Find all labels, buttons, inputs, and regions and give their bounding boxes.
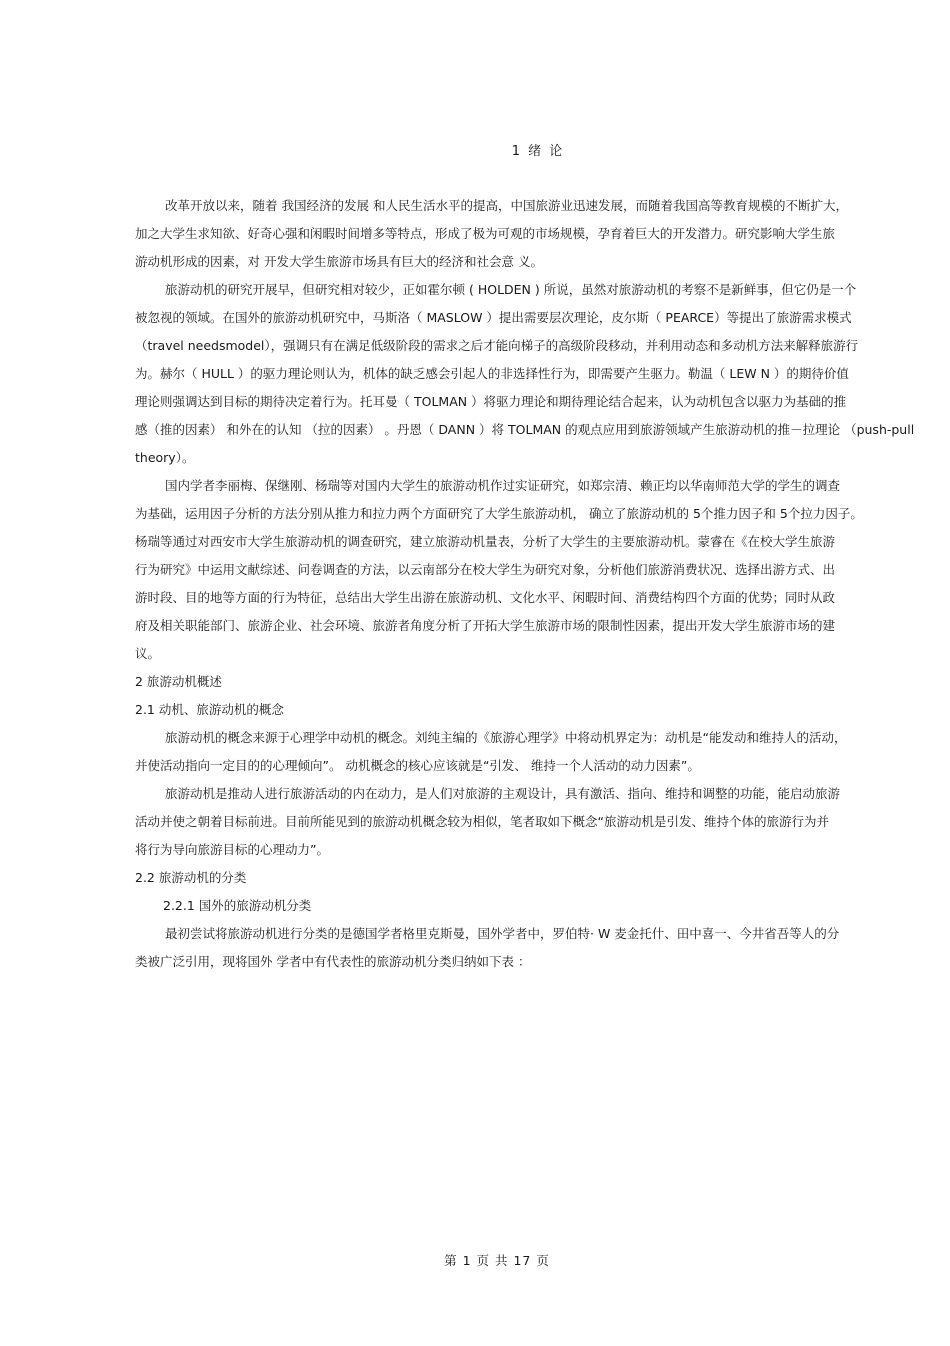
- text-line: 为。赫尔（ HULL ）的驱力理论则认为，机体的缺乏感会引起人的非选择性行为，即需要产生驱力。勒温（ LEW N ）的期待价值: [135, 366, 849, 381]
- text-line: 国内学者李丽梅、保继刚、杨瑞等对国内大学生的旅游动机作过实证研究，如郑宗清、赖正均以华南师范大学的学生的调查: [165, 478, 841, 493]
- text-line: 游时段、目的地等方面的行为特征，总结出大学生出游在旅游动机、文化水平、闲暇时间、消费结构四个方面的优势；同时从政: [135, 590, 836, 605]
- text-line: 2 旅游动机概述: [135, 674, 222, 689]
- page-footer: 第 1 页 共 17 页: [444, 1253, 550, 1268]
- text-line: theory）。: [135, 450, 195, 465]
- text-line: 并使活动指向一定目的的心理倾向”。 动机概念的核心应该就是“引发、 维持一个人活动的动力因素”。: [135, 758, 700, 773]
- text-line: 旅游动机的概念来源于心理学中动机的概念。刘纯主编的《旅游心理学》中将动机界定为：动机是“能发动和维持人的活动，: [165, 730, 847, 745]
- text-line: 游动机形成的因素，对 开发大学生旅游市场具有巨大的经济和社会意 义。: [135, 254, 543, 269]
- text-line: 改革开放以来，随着 我国经济的发展 和人民生活水平的提高，中国旅游业迅速发展，而随着我国高等教育规模的不断扩大，: [165, 198, 848, 213]
- text-line: 2.1 动机、旅游动机的概念: [135, 702, 284, 717]
- text-line: 将行为导向旅游目标的心理动力”。: [135, 842, 329, 857]
- text-line: 感（推的因素） 和外在的认知 （拉的因素） 。丹恩（ DANN ）将 TOLMAN 的观点应用到旅游领域产生旅游动机的推－拉理论 （push-pull: [135, 422, 915, 437]
- text-line: 行为研究》中运用文献综述、问卷调查的方法，以云南部分在校大学生为研究对象，分析他们旅游消费状况、选择出游方式、出: [135, 562, 836, 577]
- chapter-title: 1 绪 论: [511, 144, 565, 159]
- text-line: 议。: [135, 646, 161, 661]
- text-line: 2.2.1 国外的旅游动机分类: [163, 898, 312, 913]
- body-text: [135, 192, 925, 976]
- text-line: 为基础，运用因子分析的方法分别从推力和拉力两个方面研究了大学生旅游动机， 确立了旅游动机的 5个推力因子和 5个拉力因子。: [135, 506, 863, 521]
- text-line: 杨瑞等通过对西安市大学生旅游动机的调查研究，建立旅游动机量表，分析了大学生的主要旅游动机。蒙睿在《在校大学生旅游: [135, 534, 836, 549]
- text-line: 府及相关职能部门、旅游企业、社会环境、旅游者角度分析了开拓大学生旅游市场的限制性因素，提出开发大学生旅游市场的建: [135, 618, 836, 633]
- text-line: （travel needsmodel），强调只有在满足低级阶段的需求之后才能向梯子的高级阶段移动，并利用动态和多动机方法来解释旅游行: [135, 338, 859, 353]
- text-line: 加之大学生求知欲、好奇心强和闲暇时间增多等特点，形成了极为可观的市场规模，孕育着巨大的开发潜力。研究影响大学生旅: [135, 226, 836, 241]
- text-line: 最初尝试将旅游动机进行分类的是德国学者格里克斯曼，国外学者中，罗伯特· W 麦金托什、田中喜一、今井省吾等人的分: [165, 926, 840, 941]
- text-line: 活动并使之朝着目标前进。目前所能见到的旅游动机概念较为相似，笔者取如下概念“旅游动机是引发、维持个体的旅游行为并: [135, 814, 829, 829]
- text-line: 2.2 旅游动机的分类: [135, 870, 247, 885]
- text-line: 旅游动机是推动人进行旅游活动的内在动力，是人们对旅游的主观设计，具有激活、指向、维持和调整的功能，能启动旅游: [165, 786, 841, 801]
- text-line: 理论则强调达到目标的期待决定着行为。托耳曼（ TOLMAN ）将驱力理论和期待理论结合起来，认为动机包含以驱力为基础的推: [135, 394, 847, 409]
- text-line: 被忽视的领域。在国外的旅游动机研究中，马斯洛（ MASLOW ）提出需要层次理论，皮尔斯（ PEARCE）等提出了旅游需求模式: [135, 310, 852, 325]
- text-line: 旅游动机的研究开展早，但研究相对较少，正如霍尔顿 ( HOLDEN ) 所说，虽然对旅游动机的考察不是新鲜事，但它仍是一个: [165, 282, 857, 297]
- text-line: 类被广泛引用，现将国外 学者中有代表性的旅游动机分类归纳如下表 ：: [135, 954, 531, 969]
